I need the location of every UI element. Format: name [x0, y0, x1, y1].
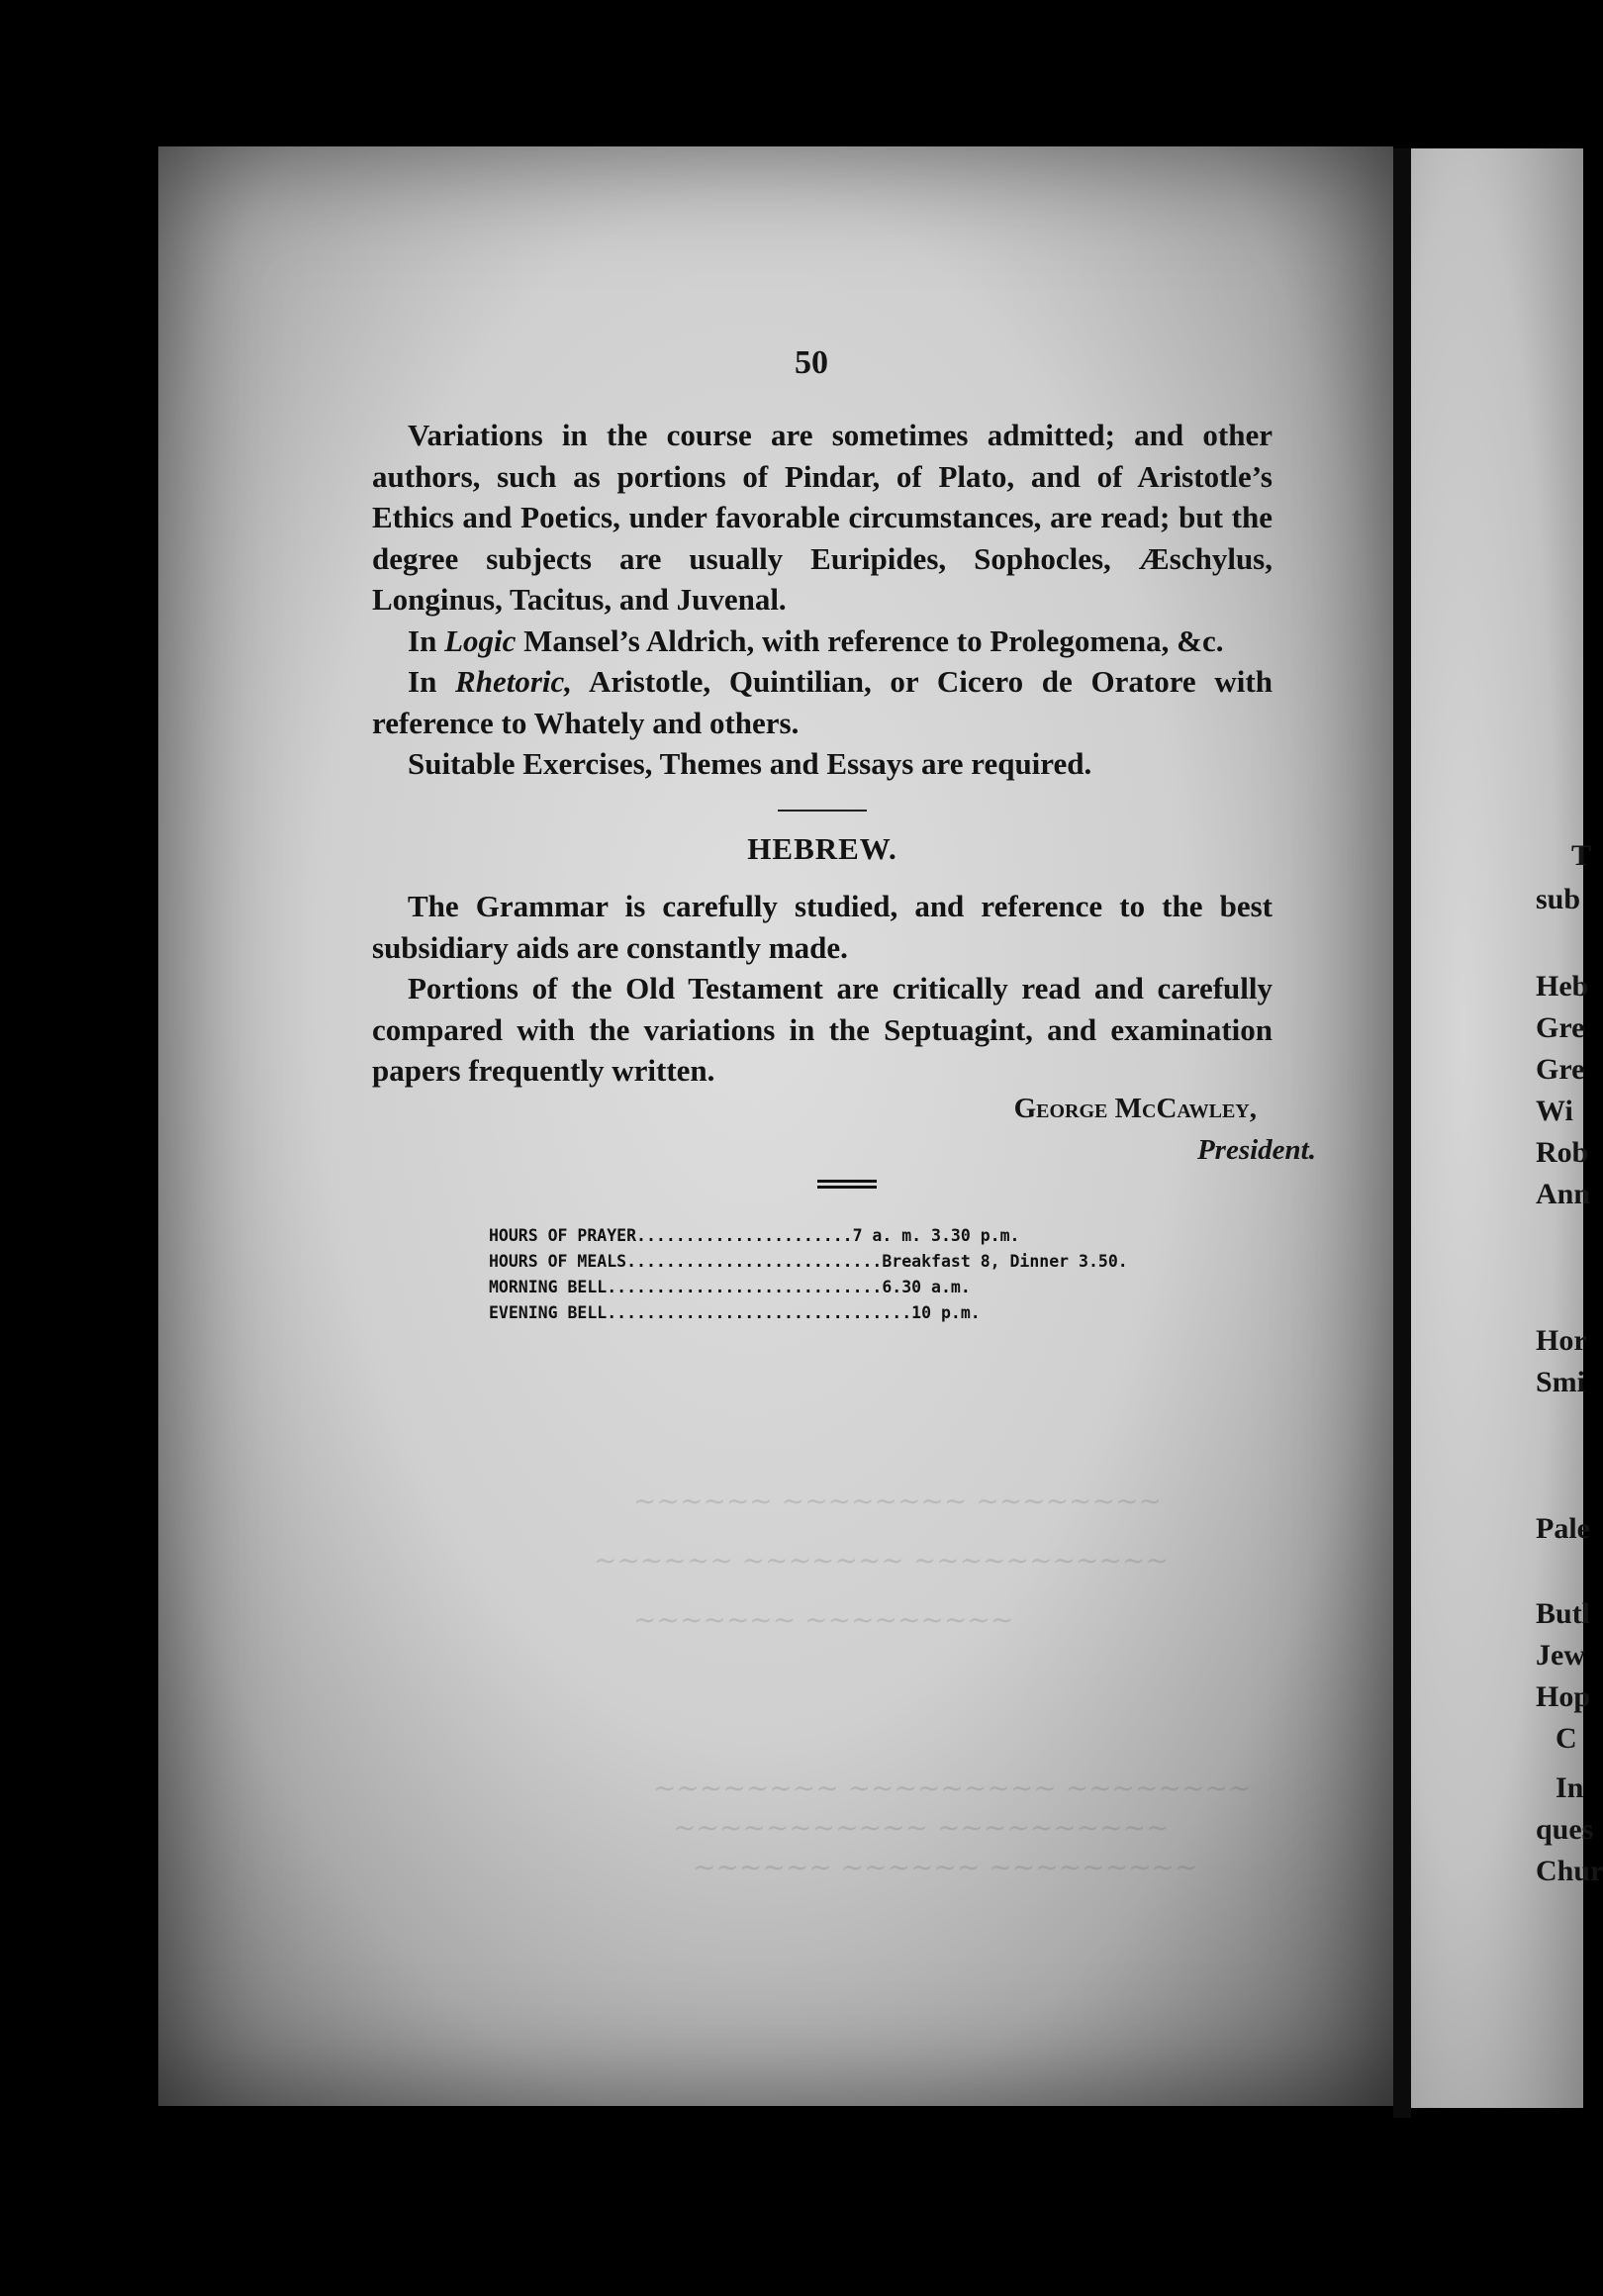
paragraph-logic	[372, 621, 1273, 662]
hebrew-text-block	[372, 886, 1273, 1092]
facing-fragment: T	[1571, 839, 1592, 872]
schedule-value: 6.30 a.m.	[882, 1278, 971, 1296]
schedule-label: MORNING BELL	[489, 1278, 608, 1296]
paragraph-grammar: The Grammar is carefully studied, and reference to the best subsidiary aids are constantly made.	[372, 889, 1273, 965]
page-number: 50	[795, 344, 828, 381]
schedule-label: HOURS OF PRAYER	[489, 1226, 637, 1245]
facing-fragment: Rob	[1536, 1136, 1589, 1169]
schedule-leader: ...............................	[607, 1303, 912, 1322]
section-rule	[778, 810, 867, 812]
paragraph-exercises: Suitable Exercises, Themes and Essays are required.	[408, 746, 1092, 781]
bleed-through: ~~~~~~~~~~~ ~~~~~~~~~~	[673, 1811, 1170, 1844]
schedule-leader: ..........................	[626, 1252, 883, 1271]
book-gutter	[1393, 148, 1411, 2118]
facing-fragment: Jew	[1536, 1639, 1585, 1672]
facing-fragment: Gre	[1536, 1053, 1585, 1086]
schedule-value: 10 p.m.	[911, 1303, 981, 1322]
logic-italic: Logic	[444, 622, 517, 658]
double-rule	[817, 1180, 877, 1189]
bleed-through: ~~~~~~ ~~~~~~~ ~~~~~~~~~~~	[594, 1544, 1169, 1577]
facing-fragment: sub	[1536, 883, 1581, 915]
bleed-through: ~~~~~~ ~~~~~~~~ ~~~~~~~~	[633, 1484, 1162, 1517]
signature-title: President.	[1196, 1134, 1316, 1166]
section-heading-hebrew: HEBREW.	[747, 831, 897, 866]
bleed-through: ~~~~~~ ~~~~~~ ~~~~~~~~~	[693, 1851, 1198, 1883]
schedule-table	[489, 1223, 1201, 1326]
schedule-row	[489, 1300, 1201, 1326]
schedule-leader: ............................	[607, 1278, 883, 1296]
facing-fragment: Pale	[1536, 1512, 1590, 1545]
schedule-label: EVENING BELL	[489, 1303, 608, 1322]
facing-fragment: Butl	[1536, 1597, 1591, 1630]
bleed-through: ~~~~~~~ ~~~~~~~~~	[633, 1603, 1014, 1636]
facing-fragment: Hop	[1536, 1680, 1591, 1713]
top-text-block	[372, 415, 1273, 785]
facing-fragment: C	[1556, 1722, 1577, 1755]
paragraph-variations: Variations in the course are sometimes admitted; and other authors, such as portions of Pindar, of Plato, and of Aristotle’s Ethics and Poetics, under favorable circumstances, are read; but the degree subjects are usually Euripides, Sophocles, Æschylus, Longinus, Tacitus, and Juvenal.	[372, 418, 1273, 617]
paragraph-rhetoric	[372, 661, 1273, 743]
logic-rest: Mansel’s Aldrich, with reference to Prolegomena, &c.	[516, 622, 1224, 658]
schedule-value: 7 a. m. 3.30 p.m.	[852, 1226, 1020, 1245]
facing-fragment: Ann	[1536, 1178, 1591, 1210]
rhetoric-rest: Aristotle, Quintilian, or Cicero de Oratore with reference to Whately and others.	[372, 664, 1273, 740]
facing-fragment: Hor	[1536, 1324, 1587, 1357]
schedule-value: Breakfast 8, Dinner 3.50.	[882, 1252, 1128, 1271]
signature-name: George McCawley,	[1013, 1093, 1257, 1124]
bleed-through: ~~~~~~~~ ~~~~~~~~~ ~~~~~~~~	[653, 1771, 1252, 1804]
logic-prefix: In	[408, 622, 445, 658]
facing-fragment: Wi	[1536, 1095, 1573, 1127]
facing-fragment: Heb	[1536, 970, 1589, 1003]
rhetoric-prefix: In	[408, 664, 456, 699]
schedule-row	[489, 1275, 1201, 1300]
schedule-label: HOURS OF MEALS	[489, 1252, 627, 1271]
facing-fragment: In	[1556, 1771, 1584, 1804]
facing-fragment: Smi	[1536, 1366, 1586, 1398]
schedule-row	[489, 1223, 1201, 1249]
facing-fragment: Chur	[1536, 1855, 1603, 1887]
rhetoric-italic: Rhetoric,	[455, 664, 573, 699]
facing-fragment: ques	[1536, 1813, 1594, 1846]
schedule-leader: ......................	[636, 1226, 853, 1245]
schedule-row	[489, 1249, 1201, 1275]
facing-fragment: Gre	[1536, 1011, 1585, 1044]
paragraph-old-testament: Portions of the Old Testament are critically read and carefully compared with the variations in the Septuagint, and examination papers frequently written.	[372, 971, 1273, 1088]
